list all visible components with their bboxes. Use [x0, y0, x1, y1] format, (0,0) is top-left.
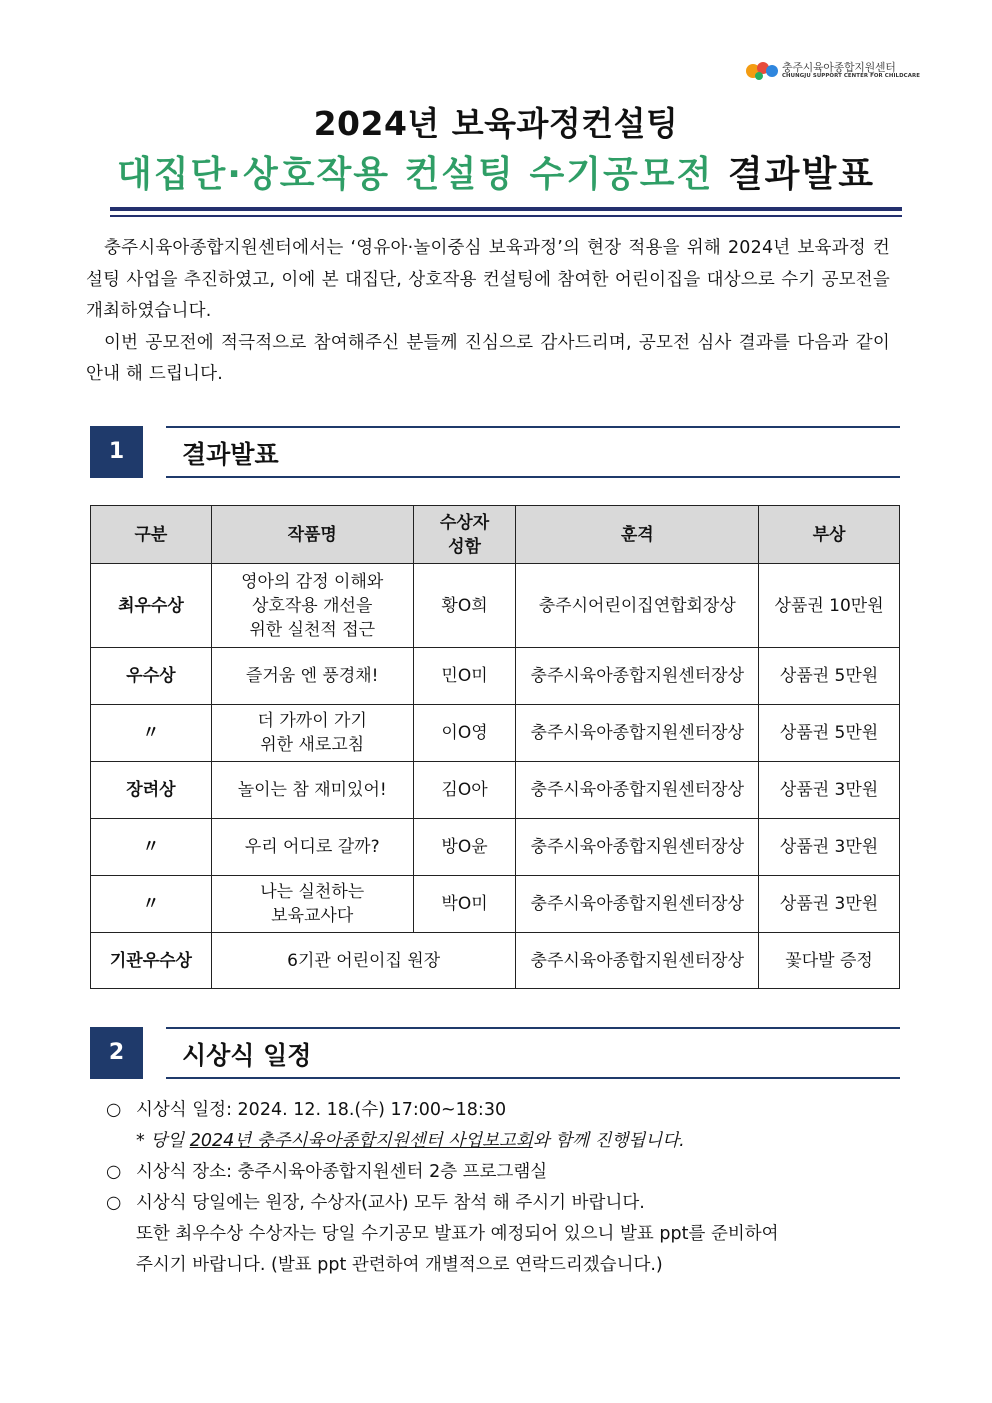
commendation: 충주시육아종합지원센터장상 [516, 876, 759, 933]
commendation: 충주시육아종합지원센터장상 [516, 648, 759, 705]
circle-bullet-icon: ○ [106, 1193, 122, 1213]
winner-name: 민O미 [413, 648, 516, 705]
circle-bullet-icon: ○ [106, 1162, 122, 1182]
section-rule-bottom [166, 1077, 900, 1079]
award-category: 〃 [91, 819, 212, 876]
prize: 상품권 5만원 [759, 705, 900, 762]
work-title: 영아의 감정 이해와 상호작용 개선을 위한 실천적 접근 [211, 564, 413, 648]
prize: 상품권 3만원 [759, 762, 900, 819]
logo-subtitle: CHUNGJU SUPPORT CENTER FOR CHILDCARE [782, 73, 921, 79]
award-category: 〃 [91, 876, 212, 933]
table-row-institution [91, 933, 900, 989]
table-row [91, 762, 900, 819]
commendation: 충주시육아종합지원센터장상 [516, 819, 759, 876]
commendation: 충주시어린이집연합회장상 [516, 564, 759, 648]
work-title: 나는 실천하는 보육교사다 [211, 876, 413, 933]
work-title: 더 가까이 가기 위한 새로고침 [211, 705, 413, 762]
table-header-row [91, 506, 900, 564]
work-title: 놀이는 참 재미있어! [211, 762, 413, 819]
attendance-note-3: 주시기 바랍니다. (발표 ppt 관련하여 개별적으로 연락드리겠습니다.) [136, 1255, 663, 1275]
circle-bullet-icon: ○ [106, 1100, 122, 1120]
section-header-results [90, 426, 900, 478]
table-row [91, 705, 900, 762]
ceremony-schedule [104, 1095, 904, 1281]
table-row [91, 876, 900, 933]
section-number: 1 [90, 426, 143, 478]
section-number: 2 [90, 1027, 143, 1079]
page-subtitle [0, 146, 992, 197]
header-category: 구분 [91, 506, 212, 564]
awards-table [90, 505, 900, 989]
page-title: 2024년 보육과정컨설팅 [313, 104, 679, 143]
winner-name: 김O아 [413, 762, 516, 819]
list-item [104, 1157, 904, 1188]
work-title: 6기관 어린이집 원장 [211, 933, 516, 989]
winner-name: 이O영 [413, 705, 516, 762]
attendance-note-1: 시상식 당일에는 원장, 수상자(교사) 모두 참석 해 주시기 바랍니다. [136, 1193, 645, 1213]
list-item [104, 1095, 904, 1126]
center-logo [744, 58, 921, 84]
table-row [91, 819, 900, 876]
winner-name: 황O희 [413, 564, 516, 648]
list-item [104, 1188, 904, 1281]
schedule-date: 시상식 일정: 2024. 12. 18.(수) 17:00~18:30 [136, 1100, 507, 1120]
winner-name: 방O윤 [413, 819, 516, 876]
schedule-note: * 당일 2024년 충주시육아종합지원센터 사업보고회와 함께 진행됩니다. [136, 1131, 685, 1151]
commendation: 충주시육아종합지원센터장상 [516, 705, 759, 762]
schedule-place: 시상식 장소: 충주시육아종합지원센터 2층 프로그램실 [136, 1162, 548, 1182]
header-prize: 부상 [759, 506, 900, 564]
section-title: 결과발표 [182, 440, 279, 469]
award-category: 최우수상 [91, 564, 212, 648]
section-rule-top [166, 1027, 900, 1029]
subtitle-black: 결과발표 [727, 154, 876, 195]
section-rule-bottom [166, 476, 900, 478]
work-title: 즐거움 엔 풍경채! [211, 648, 413, 705]
intro-paragraph-2: 이번 공모전에 적극적으로 참여해주신 분들께 진심으로 감사드리며, 공모전 심사 결과를 다음과 같이 안내 해 드립니다. [86, 332, 890, 384]
winner-name: 박O미 [413, 876, 516, 933]
work-title: 우리 어디로 갈까? [211, 819, 413, 876]
prize: 상품권 10만원 [759, 564, 900, 648]
prize: 꽃다발 증정 [759, 933, 900, 989]
logo-name: 충주시육아종합지원센터 [782, 61, 896, 74]
prize: 상품권 5만원 [759, 648, 900, 705]
table-row [91, 648, 900, 705]
award-category: 기관우수상 [91, 933, 212, 989]
commendation: 충주시육아종합지원센터장상 [516, 933, 759, 989]
section-title: 시상식 일정 [182, 1041, 312, 1070]
section-rule-top [166, 426, 900, 428]
attendance-note-2: 또한 최우수상 수상자는 당일 수기공모 발표가 예정되어 있으니 발표 ppt를 준비하여 [136, 1224, 779, 1244]
header-commendation: 훈격 [516, 506, 759, 564]
intro-text [86, 233, 890, 391]
award-category: 우수상 [91, 648, 212, 705]
award-category: 〃 [91, 705, 212, 762]
header-winner: 수상자 성함 [413, 506, 516, 564]
event-name: 2024년 충주시육아종합지원센터 사업보고회 [189, 1131, 533, 1151]
title-rule-thick [110, 207, 902, 211]
commendation: 충주시육아종합지원센터장상 [516, 762, 759, 819]
subtitle-green: 대집단·상호작용 컨설팅 수기공모전 [116, 154, 714, 195]
prize: 상품권 3만원 [759, 876, 900, 933]
section-header-ceremony [90, 1027, 900, 1079]
award-category: 장려상 [91, 762, 212, 819]
intro-paragraph-1: 충주시육아종합지원센터에서는 ‘영유아·놀이중심 보육과정’의 현장 적용을 위해 2024년 보육과정 컨설팅 사업을 추진하였고, 이에 본 대집단, 상호작용 컨설팅에 참여한 어린이집을 대상으로 수기 공모전을 개최하였습니다. [86, 238, 890, 321]
header-work: 작품명 [211, 506, 413, 564]
title-rule-thin [110, 215, 902, 217]
prize: 상품권 3만원 [759, 819, 900, 876]
table-row [91, 564, 900, 648]
logo-mark-icon [744, 58, 780, 82]
